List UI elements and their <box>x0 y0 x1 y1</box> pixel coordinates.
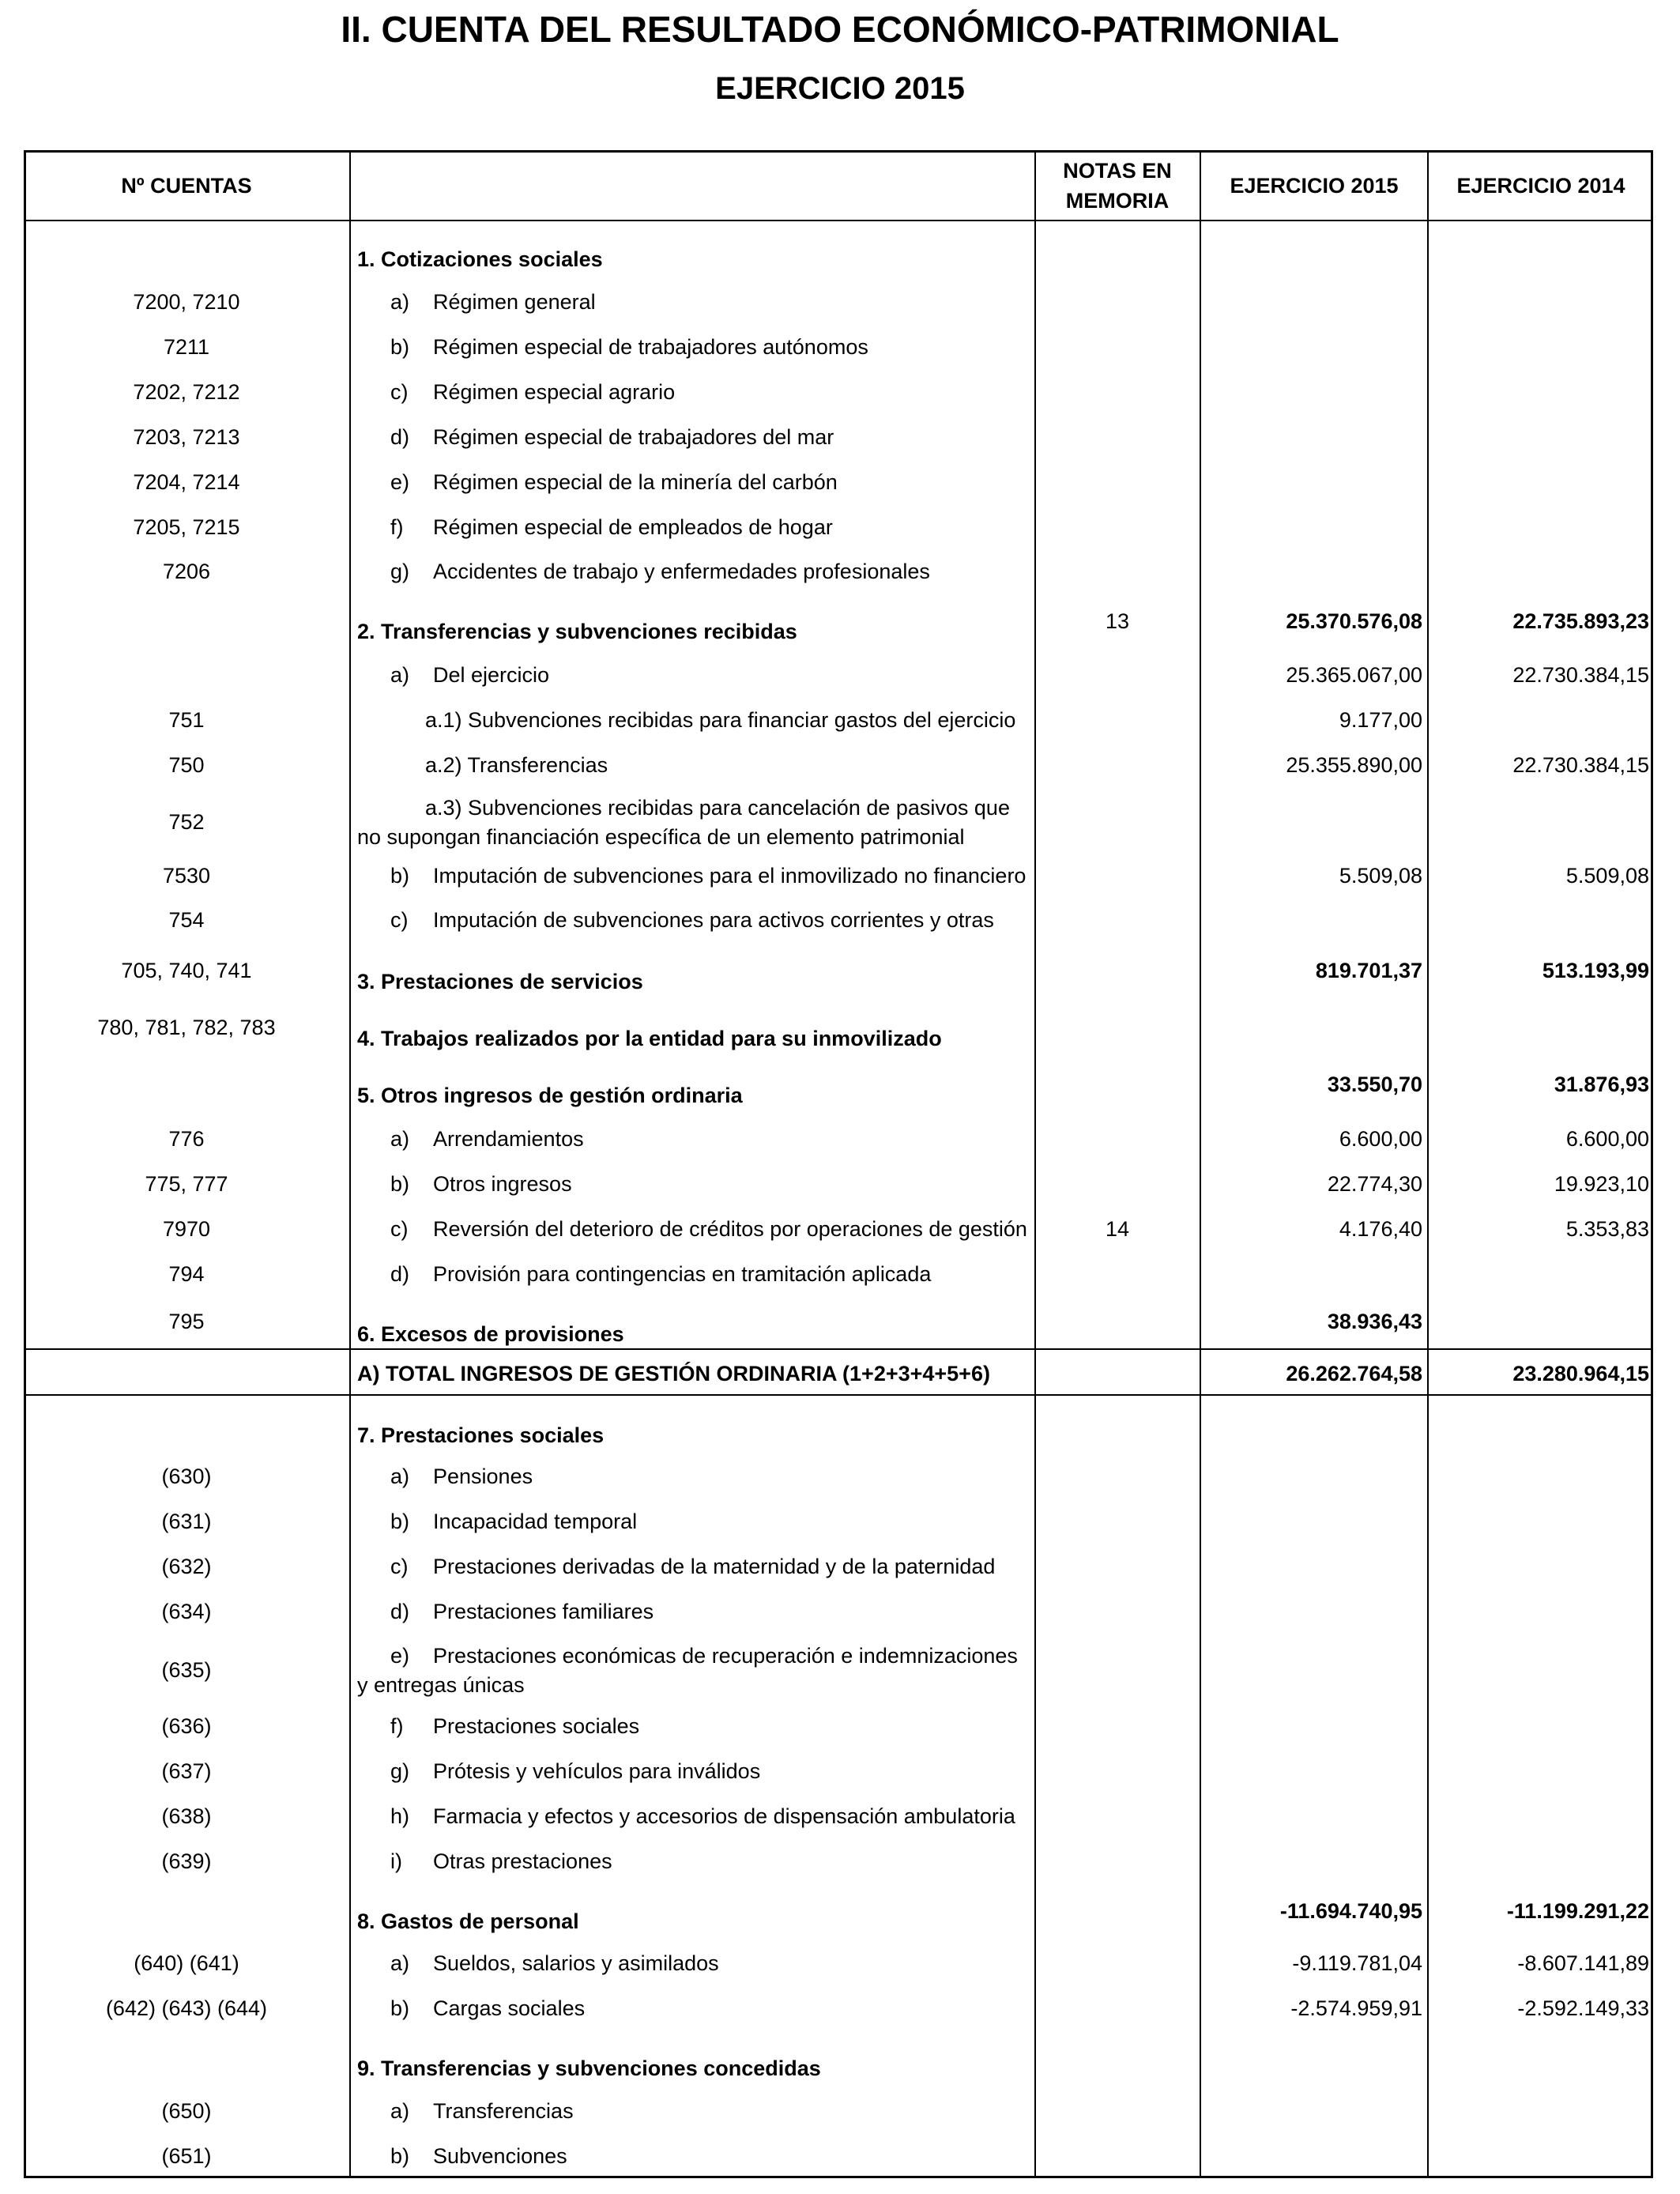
amount-2014: 22.730.384,15 <box>1512 753 1649 777</box>
line-item-label <box>357 794 1033 852</box>
item-letter: e) <box>390 1644 410 1668</box>
label-text: Prestaciones económicas de recuperación e indemnizaciones <box>433 1644 1018 1668</box>
section-label <box>357 2054 1033 2083</box>
account-code: 705, 740, 741 <box>121 959 252 982</box>
label-text: 9. Transferencias y subvenciones concedidas <box>357 2056 821 2080</box>
line-item-label <box>357 1170 1033 1199</box>
amount-2014: -11.199.291,22 <box>1506 1899 1649 1923</box>
amount-2015: 33.550,70 <box>1327 1072 1422 1096</box>
line-item-label <box>357 288 1033 317</box>
label-text: Régimen especial agrario <box>433 380 676 404</box>
amount-2014: 23.280.964,15 <box>1512 1362 1649 1385</box>
account-code: 7205, 7215 <box>133 515 240 539</box>
line-item-label <box>357 423 1033 452</box>
line-item-label <box>357 1802 1033 1831</box>
label-text: Sueldos, salarios y asimilados <box>433 1951 719 1975</box>
total-divider-bottom <box>24 1394 1653 1396</box>
amount-2015: -11.694.740,95 <box>1279 1899 1422 1923</box>
note-reference: 13 <box>1105 609 1130 633</box>
item-letter: a) <box>390 663 410 687</box>
amount-2014: 513.193,99 <box>1542 959 1649 982</box>
label-text: Cargas sociales <box>433 1996 586 2020</box>
account-code: 750 <box>168 753 205 777</box>
amount-2015: -2.574.959,91 <box>1290 1996 1422 2020</box>
label-text: 2. Transferencias y subvenciones recibidas <box>357 620 797 643</box>
label-text: Imputación de subvenciones para el inmovilizado no financiero <box>433 864 1026 888</box>
line-item-label <box>357 1994 1033 2023</box>
item-letter: g) <box>390 560 410 583</box>
amount-2015: 25.365.067,00 <box>1286 663 1422 687</box>
account-code: (631) <box>161 1510 212 1533</box>
account-code: 776 <box>168 1127 205 1151</box>
amount-2015: -9.119.781,04 <box>1292 1951 1422 1975</box>
line-item-label <box>357 1462 1033 1491</box>
label-text: Régimen especial de trabajadores del mar <box>433 425 834 449</box>
amount-2014: 5.509,08 <box>1565 864 1649 888</box>
label-text: a.3) Subvenciones recibidas para cancelación de pasivos que <box>425 796 1010 820</box>
account-code: (634) <box>161 1600 212 1623</box>
label-text: Accidentes de trabajo y enfermedades profesionales <box>433 560 930 583</box>
label-text: Otros ingresos <box>433 1172 572 1196</box>
account-code: 7200, 7210 <box>133 290 240 314</box>
column-divider <box>1427 150 1429 2178</box>
item-letter: b) <box>390 1996 410 2020</box>
item-letter: d) <box>390 1262 410 1286</box>
amount-2015: 25.370.576,08 <box>1286 609 1422 633</box>
amount-2015: 25.355.890,00 <box>1286 753 1422 777</box>
account-code: 780, 781, 782, 783 <box>97 1016 276 1039</box>
label-text: 4. Trabajos realizados por la entidad para su inmovilizado <box>357 1027 942 1050</box>
section-label <box>357 1359 1033 1389</box>
page-title: II. CUENTA DEL RESULTADO ECONÓMICO-PATRIMONIAL <box>341 9 1339 50</box>
account-code: (632) <box>161 1555 212 1578</box>
line-item-label <box>357 751 1033 780</box>
item-letter: b) <box>390 2144 410 2168</box>
section-label <box>357 1320 1033 1349</box>
account-code: 7206 <box>162 560 211 583</box>
label-text: Otras prestaciones <box>433 1849 612 1873</box>
column-divider <box>349 150 351 2178</box>
item-letter: d) <box>390 1600 410 1623</box>
column-divider <box>1034 150 1036 2178</box>
section-label <box>357 1024 1033 1054</box>
account-code: (650) <box>161 2099 212 2123</box>
item-letter: c) <box>390 908 409 932</box>
header-ejercicio-2014: EJERCICIO 2014 <box>1456 174 1625 198</box>
line-item-label <box>357 2097 1033 2126</box>
amount-2014: 31.876,93 <box>1554 1072 1649 1096</box>
label-text: Pensiones <box>433 1465 533 1488</box>
label-text: a.2) Transferencias <box>425 753 608 777</box>
line-item-label <box>357 1552 1033 1581</box>
header-notes-line2: MEMORIA <box>1065 189 1170 213</box>
amount-2015: 819.701,37 <box>1315 959 1422 982</box>
account-code: 7204, 7214 <box>133 470 240 494</box>
account-code: (651) <box>161 2144 212 2168</box>
line-item-label <box>357 1507 1033 1536</box>
label-text: A) TOTAL INGRESOS DE GESTIÓN ORDINARIA (1+2+3+4+5+6) <box>357 1362 990 1385</box>
amount-2014: 22.730.384,15 <box>1512 663 1649 687</box>
account-code: 795 <box>168 1310 205 1333</box>
account-code: 794 <box>168 1262 205 1286</box>
column-divider <box>1200 150 1201 2178</box>
line-item-label <box>357 706 1033 735</box>
label-text: Régimen general <box>433 290 596 314</box>
line-item-label <box>357 1215 1033 1244</box>
amount-2015: 22.774,30 <box>1327 1172 1422 1196</box>
line-item-label <box>357 557 1033 586</box>
label-text: Imputación de subvenciones para activos corrientes y otras <box>433 908 994 932</box>
section-label <box>357 245 1033 274</box>
item-letter: g) <box>390 1759 410 1783</box>
header-ejercicio-2015: EJERCICIO 2015 <box>1230 174 1399 198</box>
item-letter: a) <box>390 2099 410 2123</box>
amount-2015: 26.262.764,58 <box>1286 1362 1422 1385</box>
amount-2014: 19.923,10 <box>1554 1172 1649 1196</box>
label-text: Reversión del deterioro de créditos por operaciones de gestión <box>433 1217 1027 1241</box>
line-item-label <box>357 468 1033 497</box>
account-code: 7203, 7213 <box>133 425 240 449</box>
item-letter: c) <box>390 1217 409 1241</box>
account-code: 7211 <box>163 335 210 359</box>
label-text: 1. Cotizaciones sociales <box>357 247 603 271</box>
item-letter: d) <box>390 425 410 449</box>
header-accounts: Nº CUENTAS <box>121 174 252 198</box>
line-item-label <box>357 661 1033 690</box>
account-code: 7970 <box>162 1217 211 1241</box>
amount-2014: -2.592.149,33 <box>1517 1996 1649 2020</box>
label-text-continued: y entregas únicas <box>357 1673 525 1697</box>
label-text: Del ejercicio <box>433 663 550 687</box>
account-code: 7530 <box>162 864 211 888</box>
page-subtitle: EJERCICIO 2015 <box>715 71 965 106</box>
account-code: 751 <box>168 708 205 732</box>
account-code: (636) <box>161 1714 212 1738</box>
label-text: Régimen especial de la minería del carbón <box>433 470 838 494</box>
item-letter: a) <box>390 1465 410 1488</box>
item-letter: a) <box>390 1951 410 1975</box>
account-code: 775, 777 <box>145 1172 228 1196</box>
line-item-label <box>357 333 1033 362</box>
label-text: Arrendamientos <box>433 1127 584 1151</box>
line-item-label <box>357 861 1033 891</box>
item-letter: i) <box>390 1849 402 1873</box>
item-letter: a) <box>390 290 410 314</box>
item-letter: e) <box>390 470 410 494</box>
item-letter: a) <box>390 1127 410 1151</box>
label-text-continued: no supongan financiación específica de un elemento patrimonial <box>357 825 965 849</box>
label-text: Prestaciones familiares <box>433 1600 654 1623</box>
label-text: Prestaciones sociales <box>433 1714 640 1738</box>
account-code: 754 <box>168 908 205 932</box>
amount-2015: 6.600,00 <box>1339 1127 1422 1151</box>
label-text: Farmacia y efectos y accesorios de dispensación ambulatoria <box>433 1804 1015 1828</box>
account-code: (642) (643) (644) <box>105 1996 268 2020</box>
item-letter: b) <box>390 335 410 359</box>
label-text: Provisión para contingencias en tramitación aplicada <box>433 1262 932 1286</box>
account-code: (637) <box>161 1759 212 1783</box>
item-letter: f) <box>390 515 404 539</box>
section-label <box>357 617 1033 647</box>
header-notes <box>1035 150 1200 221</box>
item-letter: b) <box>390 1172 410 1196</box>
section-label <box>357 1421 1033 1450</box>
label-text: Prótesis y vehículos para inválidos <box>433 1759 761 1783</box>
line-item-label <box>357 378 1033 407</box>
line-item-label <box>357 1642 1033 1700</box>
label-text: Subvenciones <box>433 2144 567 2168</box>
label-text: a.1) Subvenciones recibidas para financiar gastos del ejercicio <box>425 708 1016 732</box>
section-label <box>357 1081 1033 1110</box>
line-item-label <box>357 1949 1033 1978</box>
account-code: (639) <box>161 1849 212 1873</box>
label-text: Régimen especial de trabajadores autónomos <box>433 335 868 359</box>
account-code: (635) <box>161 1658 212 1682</box>
label-text: 8. Gastos de personal <box>357 1909 579 1933</box>
section-label <box>357 967 1033 997</box>
item-letter: b) <box>390 1510 410 1533</box>
line-item-label <box>357 2142 1033 2171</box>
item-letter: c) <box>390 380 409 404</box>
account-code: (638) <box>161 1804 212 1828</box>
line-item-label <box>357 1260 1033 1289</box>
label-text: Transferencias <box>433 2099 574 2123</box>
label-text: 7. Prestaciones sociales <box>357 1423 605 1447</box>
amount-2015: 38.936,43 <box>1327 1310 1422 1333</box>
label-text: Régimen especial de empleados de hogar <box>433 515 833 539</box>
label-text: 5. Otros ingresos de gestión ordinaria <box>357 1084 743 1107</box>
amount-2015: 5.509,08 <box>1339 864 1422 888</box>
amount-2015: 4.176,40 <box>1339 1217 1422 1241</box>
amount-2014: 5.353,83 <box>1565 1217 1649 1241</box>
item-letter: f) <box>390 1714 404 1738</box>
line-item-label <box>357 1712 1033 1741</box>
item-letter: b) <box>390 864 410 888</box>
account-code: (630) <box>161 1465 212 1488</box>
amount-2014: -8.607.141,89 <box>1517 1951 1649 1975</box>
line-item-label <box>357 513 1033 542</box>
line-item-label <box>357 1757 1033 1786</box>
section-label <box>357 1907 1033 1936</box>
label-text: Prestaciones derivadas de la maternidad y de la paternidad <box>433 1555 996 1578</box>
line-item-label <box>357 1125 1033 1154</box>
header-notes-line1: NOTAS EN <box>1063 159 1172 183</box>
item-letter: h) <box>390 1804 410 1828</box>
label-text: 6. Excesos de provisiones <box>357 1322 624 1346</box>
line-item-label <box>357 906 1033 935</box>
amount-2015: 9.177,00 <box>1339 708 1422 732</box>
item-letter: c) <box>390 1555 409 1578</box>
account-code: 752 <box>168 810 205 834</box>
label-text: Incapacidad temporal <box>433 1510 638 1533</box>
account-code: (640) (641) <box>134 1951 239 1975</box>
account-code: 7202, 7212 <box>133 380 240 404</box>
amount-2014: 6.600,00 <box>1565 1127 1649 1151</box>
amount-2014: 22.735.893,23 <box>1512 609 1649 633</box>
note-reference: 14 <box>1105 1217 1130 1241</box>
label-text: 3. Prestaciones de servicios <box>357 970 643 993</box>
line-item-label <box>357 1597 1033 1627</box>
line-item-label <box>357 1847 1033 1876</box>
